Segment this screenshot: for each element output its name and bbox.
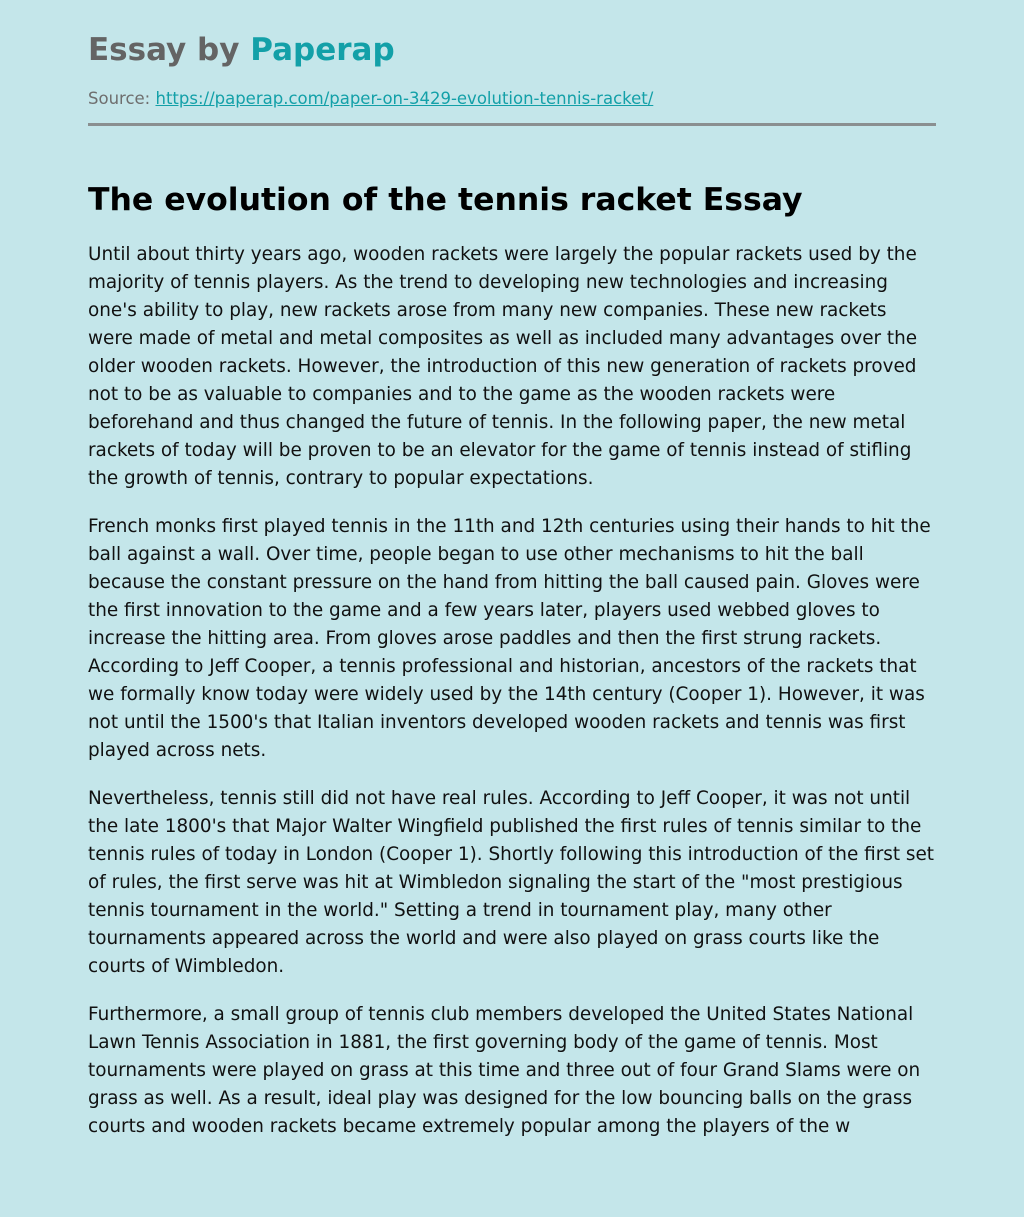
source-line (88, 88, 653, 110)
paragraph-2: French monks first played tennis in the 11th and 12th centuries using their hands to hit the ball against a wall. Over time, people began to use other mechanisms to hit the ball because the constant pressure on the hand from hitting the ball caused pain. Gloves were the first innovation to the game and a few years later, players used webbed gloves to increase the hitting area. From gloves arose paddles and then the first strung rackets. According to Jeff Cooper, a tennis professional and historian, ancestors of the rackets that we formally know today were widely used by the 14th century (Cooper 1). However, it was not until the 1500's that Italian inventors developed wooden rackets and tennis was first played across nets. (88, 516, 931, 761)
brand-prefix: Essay by (88, 32, 251, 68)
essay-title: The evolution of the tennis racket Essay (88, 182, 803, 218)
header-divider (88, 123, 936, 126)
brand-name: Paperap (250, 32, 395, 68)
paragraph-4: Furthermore, a small group of tennis club members developed the United States National Lawn Tennis Association in 1881, the first governing body of the game of tennis. Most tournaments were played on grass at this time and three out of four Grand Slams were on grass as well. As a result, ideal play was designed for the low bouncing balls on the grass courts and wooden rackets became extremely popular among the players of the w (88, 1004, 921, 1137)
essay-body (88, 241, 936, 1161)
paragraph-1: Until about thirty years ago, wooden rackets were largely the popular rackets used by the majority of tennis players. As the trend to developing new technologies and increasing one's ability to play, new rackets arose from many new companies. These new rackets were made of metal and metal composites as well as included many advantages over the older wooden rackets. However, the introduction of this new generation of rackets proved not to be as valuable to companies and to the game as the wooden rackets were beforehand and thus changed the future of tennis. In the following paper, the new metal rackets of today will be proven to be an elevator for the game of tennis instead of stifling the growth of tennis, contrary to popular expectations. (88, 244, 918, 489)
site-brand[interactable] (88, 30, 395, 70)
paragraph-3: Nevertheless, tennis still did not have real rules. According to Jeff Cooper, it was not until the late 1800's that Major Walter Wingfield published the first rules of tennis similar to the tennis rules of today in London (Cooper 1). Shortly following this introduction of the first set of rules, the first serve was hit at Wimbledon signaling the start of the "most prestigious tennis tournament in the world." Setting a trend in tournament play, many other tournaments appeared across the world and were also played on grass courts like the courts of Wimbledon. (88, 788, 935, 977)
source-label: Source: (88, 89, 151, 108)
source-link[interactable]: https://paperap.com/paper-on-3429-evolution-tennis-racket/ (155, 89, 654, 108)
